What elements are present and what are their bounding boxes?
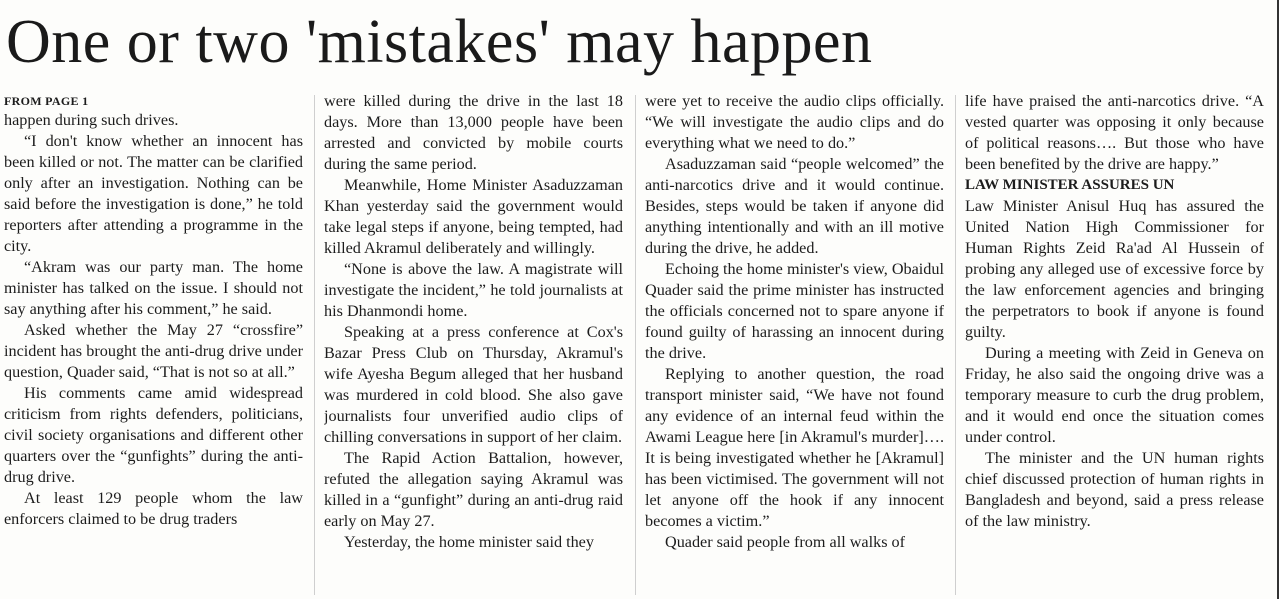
- paragraph: were yet to receive the audio clips officially. “We will investigate the audio clips and do everything what we need to do.”: [645, 92, 944, 152]
- paragraph: The minister and the UN human rights chief discussed protection of human rights in Bangladesh and beyond, said a press release of the law ministry.: [965, 449, 1264, 530]
- article-column-3: [645, 91, 944, 596]
- subheading: LAW MINISTER ASSURES UN: [965, 177, 1175, 193]
- article-column-4: [965, 91, 1264, 596]
- article-column-2: [324, 91, 623, 596]
- paragraph: Quader said people from all walks of: [665, 533, 906, 551]
- paragraph: “Akram was our party man. The home minister has talked on the issue. I should not say anything after his comment,” he said.: [4, 258, 303, 318]
- paragraph: “I don't know whether an innocent has been killed or not. The matter can be clarified only after an investigation. Nothing can be said before the investigation is done,” he told reporters after attending a programme in the city.: [4, 132, 303, 255]
- paragraph: life have praised the anti-narcotics drive. “A vested quarter was opposing it only because of political reasons…. But those who have been benefited by the drive are happy.”: [965, 92, 1264, 173]
- paragraph: During a meeting with Zeid in Geneva on Friday, he also said the ongoing drive was a temporary measure to curb the drug problem, and it would end once the situation comes under control.: [965, 344, 1264, 446]
- paragraph: Asaduzzaman said “people welcomed” the anti-narcotics drive and it would continue. Besides, steps would be taken if anyone did anything intentionally and with an ill motive during the drive, he added.: [645, 155, 944, 257]
- paragraph: Yesterday, the home minister said they: [344, 533, 594, 551]
- paragraph: Replying to another question, the road transport minister said, “We have not found any evidence of an internal feud within the Awami League here [in Akramul's murder]…. It is being investigated whether he [Akramul] has been victimised. The government will not let anyone off the hook if any innocent becomes a victim.”: [645, 365, 944, 530]
- paragraph: “None is above the law. A magistrate will investigate the incident,” he told journalists at his Dhanmondi home.: [324, 260, 623, 320]
- paragraph: were killed during the drive in the last 18 days. More than 13,000 people have been arrested and convicted by mobile courts during the same period.: [324, 92, 623, 173]
- article-column-1: [4, 91, 303, 596]
- paragraph: Law Minister Anisul Huq has assured the United Nation High Commissioner for Human Rights Zeid Ra'ad Al Hussein of probing any alleged use of excessive force by the law enforcement agencies and bringing the perpetrators to book if anyone is found guilty.: [965, 197, 1264, 341]
- headline: One or two 'mistakes' may happen: [6, 8, 873, 76]
- paragraph: Echoing the home minister's view, Obaidul Quader said the prime minister has instructed the officials concerned not to spare anyone if found guilty of harassing an innocent during the drive.: [645, 260, 944, 362]
- paragraph: His comments came amid widespread criticism from rights defenders, politicians, civil society organisations and different other quarters over the “gunfights” during the anti-drug drive.: [4, 384, 303, 486]
- paragraph: At least 129 people whom the law enforcers claimed to be drug traders: [4, 489, 303, 528]
- column-rule: [955, 95, 956, 595]
- paragraph: happen during such drives.: [4, 111, 179, 129]
- paragraph: Speaking at a press conference at Cox's Bazar Press Club on Thursday, Akramul's wife Ayesha Begum alleged that her husband was murdered in cold blood. She also gave journalists four unverified audio clips of chilling conversations in support of her claim.: [324, 323, 623, 446]
- paragraph: Meanwhile, Home Minister Asaduzzaman Khan yesterday said the government would take legal steps if anyone, being tempted, had killed Akramul deliberately and willingly.: [324, 176, 623, 257]
- paragraph: The Rapid Action Battalion, however, refuted the allegation saying Akramul was killed in a “gunfight” during an anti-drug raid early on May 27.: [324, 449, 623, 530]
- paragraph: Asked whether the May 27 “crossfire” incident has brought the anti-drug drive under question, Quader said, “That is not so at all.”: [4, 321, 303, 381]
- column-rule: [314, 95, 315, 595]
- continuation-kicker: FROM PAGE 1: [4, 94, 89, 108]
- column-rule: [635, 95, 636, 595]
